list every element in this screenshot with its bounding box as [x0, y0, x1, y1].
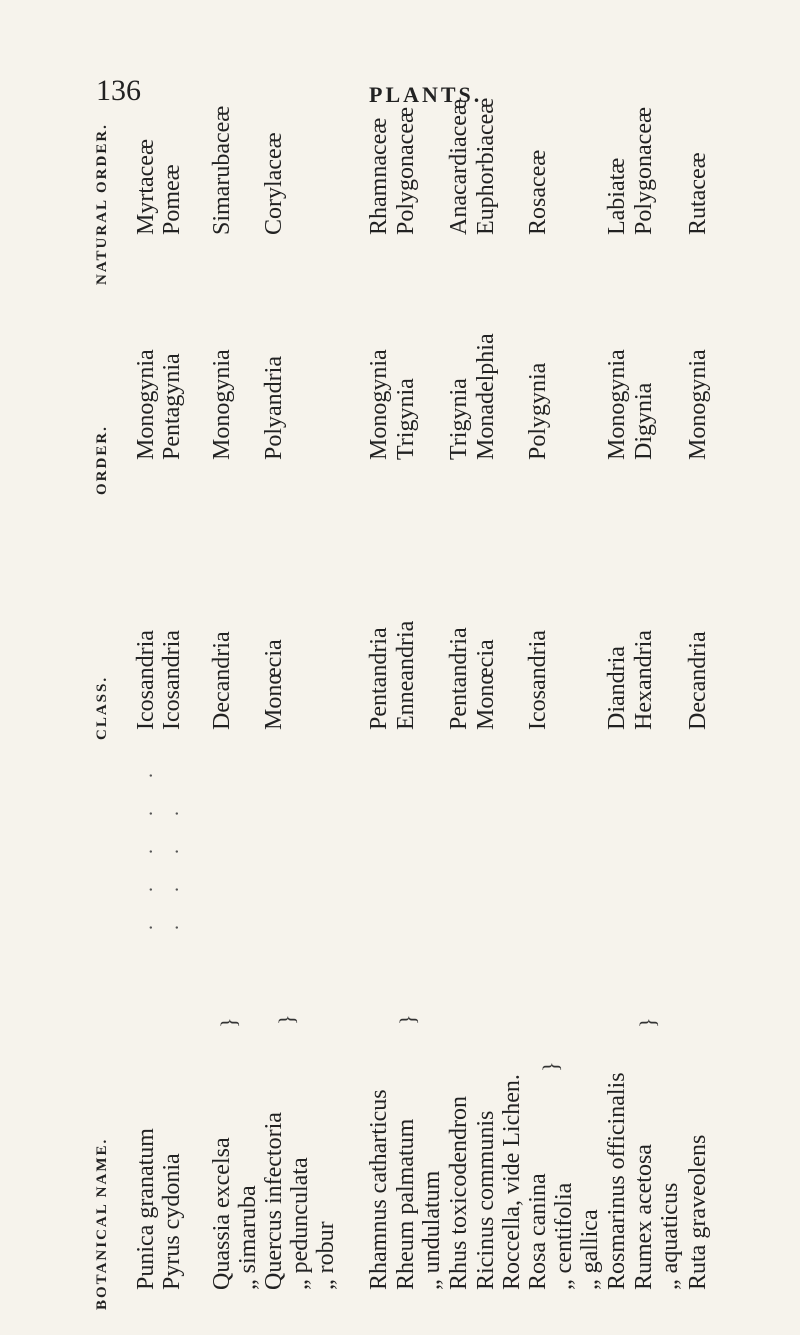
botanical-name: Rhus toxicodendron — [446, 1096, 472, 1290]
table-row — [603, 140, 631, 1290]
botanical-name: „ centifolia — [551, 1182, 577, 1290]
order-cell: Polyandria — [261, 356, 287, 460]
brace-bracket: } — [274, 1014, 299, 1025]
table-row — [656, 140, 684, 1290]
order-cell: Monogynia — [133, 349, 159, 460]
header-natural-order: NATURAL ORDER. — [94, 123, 110, 285]
table-row — [312, 140, 340, 1290]
class-cell: Enneandria — [393, 620, 419, 730]
table-row — [550, 140, 578, 1290]
botanical-name: Roccella, vide Lichen. — [499, 1074, 525, 1290]
order-cell: Polygynia — [525, 362, 551, 460]
natural-order-cell: Pomeæ — [159, 164, 185, 235]
natural-order-cell: Rhamnaceæ — [366, 117, 392, 235]
table-row — [576, 140, 604, 1290]
botanical-name: Rosa canina — [525, 1173, 551, 1290]
natural-order-cell: Polygonaceæ — [393, 107, 419, 235]
natural-order-cell: Simarubaceæ — [209, 105, 235, 235]
brace-bracket: } — [395, 1014, 420, 1025]
class-cell: Decandria — [685, 631, 711, 730]
natural-order-cell: Euphorbiaceæ — [473, 97, 499, 235]
botanical-name: „ pedunculata — [287, 1157, 313, 1290]
order-cell: Monogynia — [685, 349, 711, 460]
class-cell: Icosandria — [133, 630, 159, 730]
page-number: 136 — [96, 74, 141, 107]
botanical-name: „ robur — [313, 1221, 339, 1290]
table-row — [630, 107, 658, 1290]
brace-bracket: } — [216, 1017, 241, 1028]
class-cell: Pentandria — [446, 627, 472, 730]
order-cell: Monogynia — [209, 349, 235, 460]
botanical-name: Ricinus communis — [473, 1110, 499, 1290]
class-cell: Icosandria — [159, 630, 185, 730]
class-cell: Pentandria — [366, 627, 392, 730]
botanical-name: „ aquaticus — [657, 1182, 683, 1290]
table-row — [524, 140, 552, 1290]
table-row — [158, 140, 186, 1290]
table-row — [498, 140, 526, 1290]
botanical-name: Quassia excelsa — [209, 1137, 235, 1290]
class-cell: Monœcia — [261, 639, 287, 730]
botanical-name: Rumex acetosa — [631, 1144, 657, 1290]
class-cell: Monœcia — [473, 639, 499, 730]
class-cell: Hexandria — [631, 630, 657, 730]
table-row — [472, 97, 500, 1290]
table-row — [445, 99, 473, 1290]
class-cell: Icosandria — [525, 630, 551, 730]
brace-bracket: } — [635, 1017, 660, 1028]
order-cell: Trigynia — [446, 378, 472, 460]
header-order: ORDER. — [94, 425, 110, 495]
botanical-name: Pyrus cydonia — [159, 1153, 185, 1290]
order-cell: Trigynia — [393, 378, 419, 460]
natural-order-cell: Anacardiaceæ — [446, 99, 472, 235]
order-cell: Monogynia — [604, 349, 630, 460]
natural-order-cell: Myrtaceæ — [133, 139, 159, 235]
botanical-name: Rhamnus catharticus — [366, 1089, 392, 1290]
rotated-table — [90, 97, 730, 1330]
natural-order-cell: Rutaceæ — [685, 152, 711, 235]
natural-order-cell: Labiatæ — [604, 157, 630, 235]
botanical-name: „ gallica — [577, 1209, 603, 1290]
order-cell: Monogynia — [366, 349, 392, 460]
botanical-name: Quercus infectoria — [261, 1112, 287, 1290]
botanical-name: Punica granatum — [133, 1128, 159, 1290]
class-cell: Decandria — [209, 631, 235, 730]
order-cell: Digynia — [631, 382, 657, 460]
running-head: PLANTS. — [369, 82, 483, 107]
order-cell: Monadelphia — [473, 333, 499, 460]
natural-order-cell: Polygonaceæ — [631, 107, 657, 235]
header-botanical-name: BOTANICAL NAME. — [94, 1137, 110, 1310]
table-row — [132, 140, 160, 1290]
brace-bracket: } — [538, 1061, 563, 1072]
botanical-name: Rheum palmatum — [393, 1118, 419, 1290]
natural-order-cell: Rosaceæ — [525, 149, 551, 235]
natural-order-cell: Corylaceæ — [261, 132, 287, 235]
table-row — [684, 140, 712, 1290]
table-row — [260, 132, 288, 1290]
botanical-name: „ undulatum — [419, 1170, 445, 1290]
botanical-name: Ruta graveolens — [685, 1134, 711, 1290]
table-row — [418, 140, 446, 1290]
botanical-name: Rosmarinus officinalis — [604, 1072, 630, 1290]
botanical-name: „ simaruba — [235, 1185, 261, 1290]
class-cell: Diandria — [604, 646, 630, 730]
table-row — [234, 140, 262, 1290]
table-row — [392, 107, 420, 1290]
table-header-row — [94, 123, 124, 1330]
order-cell: Pentagynia — [159, 353, 185, 460]
table-row — [286, 140, 314, 1290]
table-row — [365, 117, 393, 1290]
leader-dots: . . . . . — [135, 759, 157, 930]
leader-dots: . . . . — [161, 797, 183, 930]
header-class: CLASS. — [94, 675, 110, 740]
table-row — [208, 105, 236, 1290]
